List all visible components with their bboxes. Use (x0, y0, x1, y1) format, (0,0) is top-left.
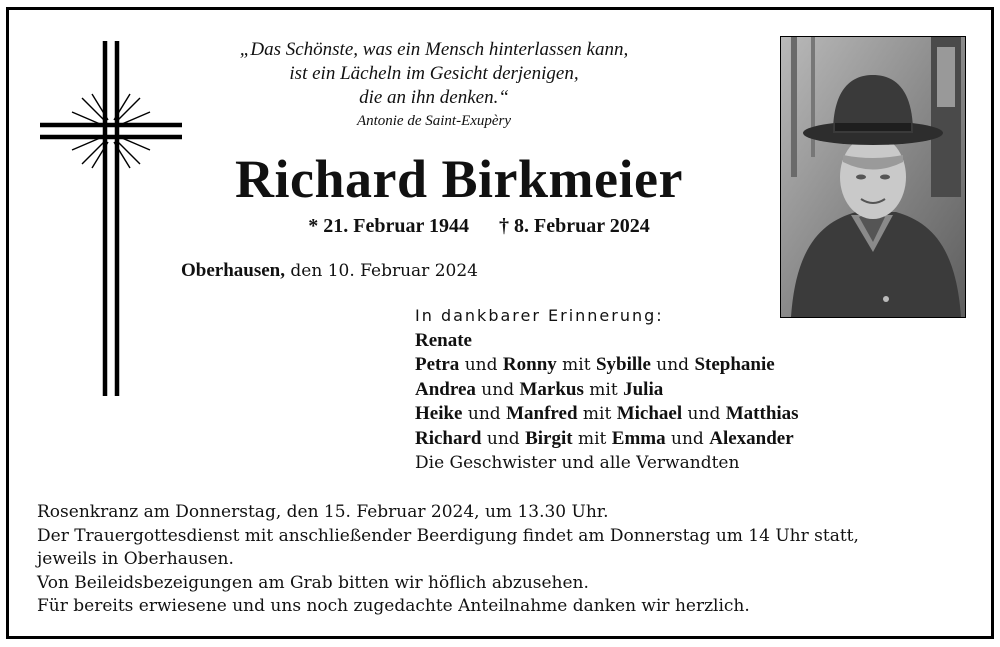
family-member-name: Markus (519, 378, 584, 400)
notice-line: Der Trauergottesdienst mit anschließender Beerdigung findet am Donnerstag um 14 Uhr statt, (37, 525, 859, 546)
family-member-name: Andrea (415, 378, 476, 400)
family-heading: In dankbarer Erinnerung: (415, 306, 664, 325)
family-line (415, 427, 799, 452)
family-member-name: Michael (616, 403, 683, 424)
family-connector: und (650, 355, 695, 375)
family-connector: und (481, 428, 526, 449)
family-member-name: Matthias (725, 403, 799, 424)
family-member-name: Richard (415, 427, 482, 449)
quote-line: „Das Schönste, was ein Mensch hinterlassen kann, (239, 39, 629, 60)
family-list (415, 304, 799, 476)
family-member-name: Ronny (502, 354, 557, 375)
notice-line: jeweils in Oberhausen. (37, 549, 234, 569)
family-line (415, 329, 799, 354)
family-member-name: Renate (415, 329, 472, 351)
family-member-name: Julia (623, 378, 664, 400)
family-connector: mit (577, 404, 617, 424)
family-member-name: Stephanie (694, 354, 775, 375)
family-member-name: Birgit (525, 427, 573, 449)
place-date (181, 260, 478, 282)
family-connector: mit (556, 355, 596, 375)
notice-line: Von Beileidsbezeigungen am Grab bitten wir höflich abzusehen. (37, 572, 589, 593)
quote-line: ist ein Lächeln im Gesicht derjenigen, (289, 63, 579, 84)
notice-line: Für bereits erwiesene und uns noch zugedachte Anteilnahme danken wir herzlich. (37, 596, 750, 616)
family-connector: und (459, 355, 503, 375)
family-connector: und (475, 379, 520, 400)
family-connector: Die Geschwister und alle Verwandten (415, 453, 740, 473)
family-connector: und (665, 428, 710, 449)
family-connector: mit (572, 428, 612, 449)
place-date-text: den 10. Februar 2024 (290, 261, 478, 281)
quote-author: Antonie de Saint-Exupèry (356, 113, 512, 129)
family-line (415, 402, 799, 427)
family-line (415, 378, 799, 403)
notice-line: Rosenkranz am Donnerstag, den 15. Februar 2024, um 13.30 Uhr. (37, 502, 609, 522)
family-connector: und (682, 404, 726, 424)
portrait-image (781, 37, 965, 317)
quote (224, 38, 644, 132)
family-connector: mit (583, 379, 624, 400)
family-member-name: Heike (415, 403, 463, 424)
family-line (415, 353, 799, 378)
family-member-name: Manfred (506, 403, 578, 424)
birth-date: * 21. Februar 1944 (308, 215, 469, 237)
life-dates (249, 215, 709, 238)
family-line (415, 451, 799, 476)
family-member-name: Alexander (709, 427, 794, 449)
obituary-card (6, 7, 994, 639)
family-connector: und (462, 404, 507, 424)
portrait-photo (780, 36, 966, 318)
notices (37, 501, 967, 619)
quote-line: die an ihn denken.“ (359, 87, 509, 108)
death-date: † 8. Februar 2024 (499, 215, 650, 237)
family-lines (415, 329, 799, 476)
cross-icon (34, 36, 184, 401)
family-member-name: Sybille (595, 354, 651, 375)
family-member-name: Petra (415, 354, 460, 375)
family-member-name: Emma (611, 427, 666, 449)
deceased-name: Richard Birkmeier (235, 149, 683, 209)
place-town: Oberhausen, (181, 260, 285, 281)
